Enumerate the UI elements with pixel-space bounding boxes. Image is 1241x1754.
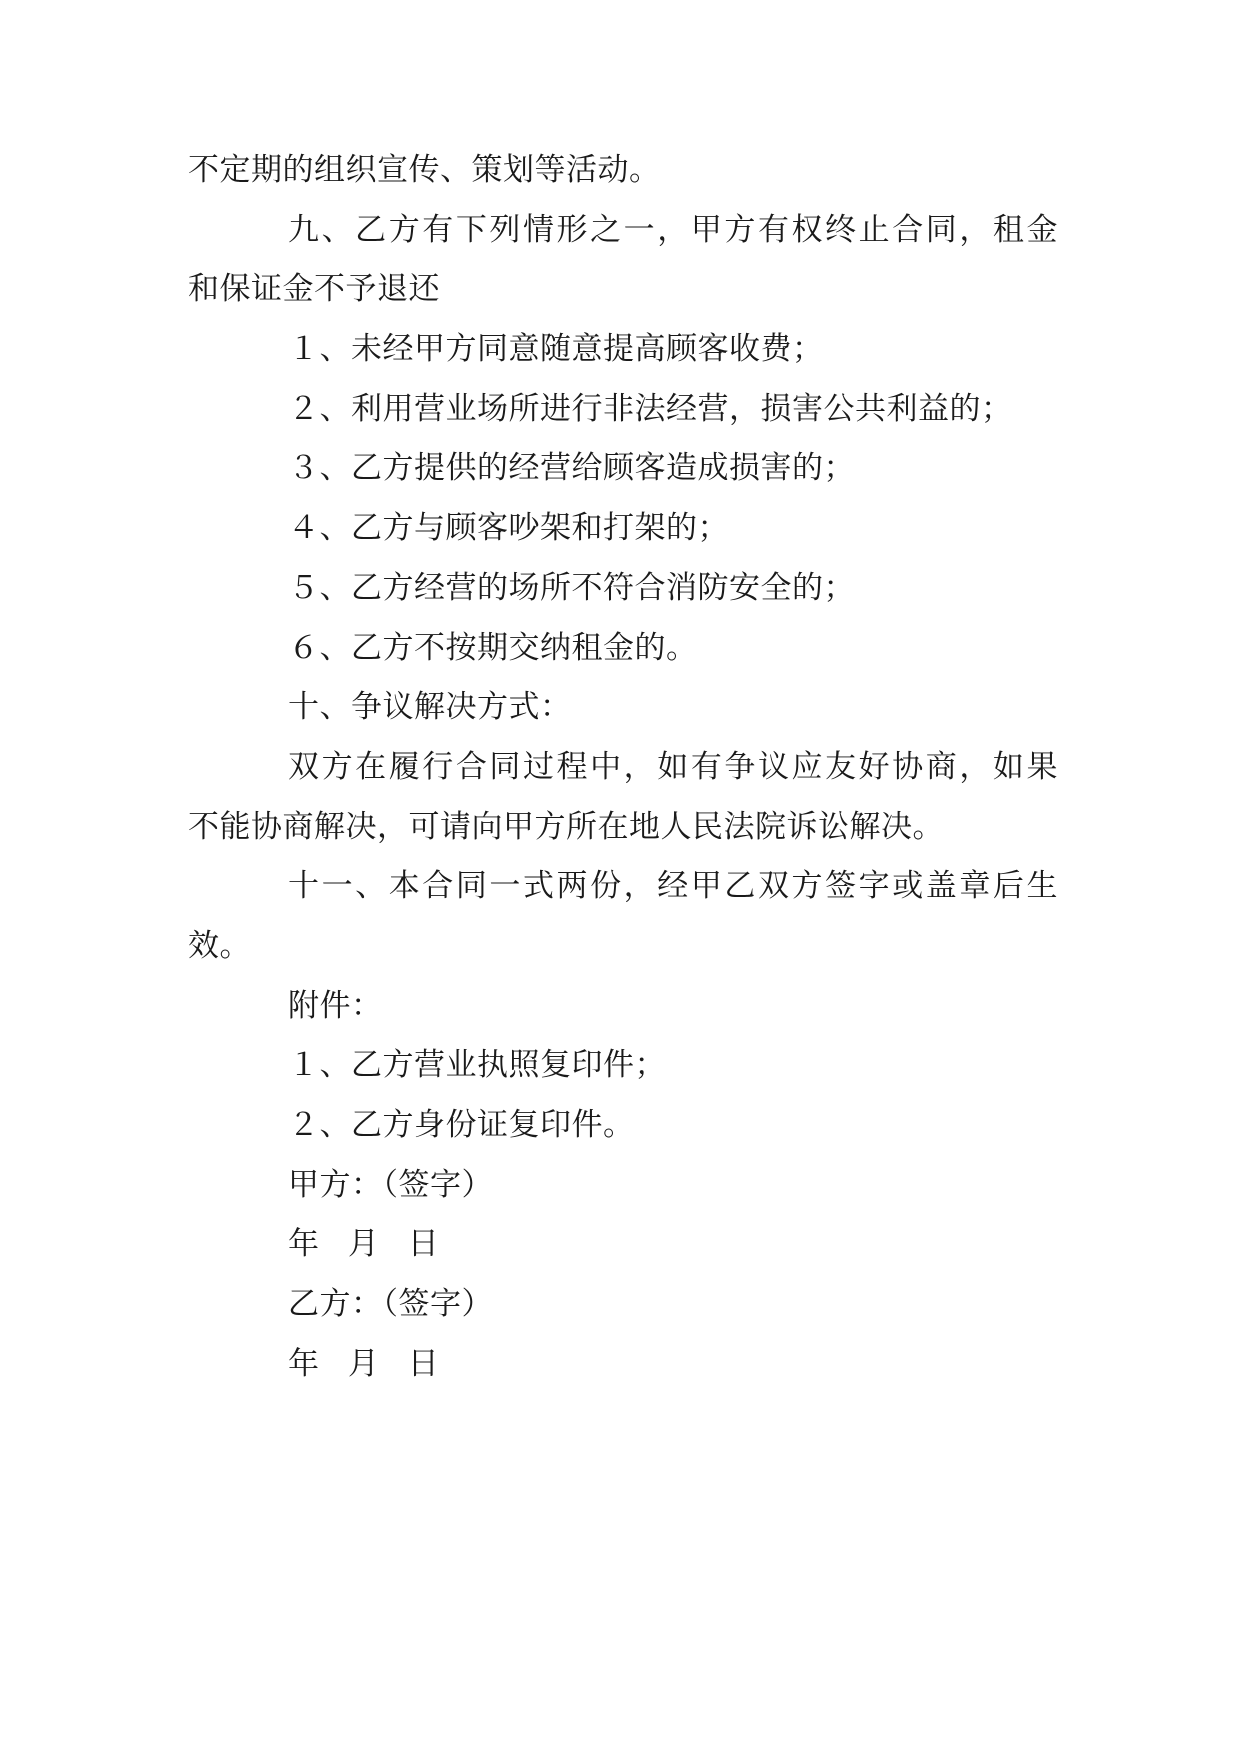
clause-nine-heading: 九、乙方有下列情形之一，甲方有权终止合同，租金 [288, 211, 1058, 248]
paragraph-line: 和保证金不予退还 [188, 271, 440, 308]
contract-body [188, 150, 1058, 1403]
paragraph-line: 不能协商解决，可请向甲方所在地人民法院诉讼解决。 [188, 808, 944, 845]
list-item: ５、乙方经营的场所不符合消防安全的； [288, 569, 855, 606]
list-item: １、未经甲方同意随意提高顾客收费； [288, 331, 824, 368]
party-a-date-line: 年 月 日 [288, 1226, 440, 1263]
list-item: ２、利用营业场所进行非法经营，损害公共利益的； [288, 390, 1013, 427]
clause-ten-heading: 十、争议解决方式： [288, 689, 572, 726]
party-b-signature-line: 乙方：（签字） [288, 1286, 493, 1323]
list-item: ２、乙方身份证复印件。 [288, 1107, 635, 1143]
clause-eleven-heading: 十一、本合同一式两份，经甲乙双方签字或盖章后生 [288, 868, 1058, 905]
paragraph-line: 双方在履行合同过程中，如有争议应友好协商，如果 [288, 748, 1058, 785]
party-b-date-line: 年 月 日 [288, 1345, 440, 1382]
list-item: ４、乙方与顾客吵架和打架的； [288, 510, 729, 547]
party-a-signature-line: 甲方：（签字） [288, 1166, 493, 1203]
attachments-heading: 附件： [288, 987, 383, 1024]
list-item: ６、乙方不按期交纳租金的。 [288, 629, 698, 666]
paragraph-line: 不定期的组织宣传、策划等活动。 [188, 152, 661, 188]
list-item: １、乙方营业执照复印件； [288, 1047, 666, 1084]
paragraph-line: 效。 [188, 927, 251, 964]
list-item: ３、乙方提供的经营给顾客造成损害的； [288, 450, 855, 487]
